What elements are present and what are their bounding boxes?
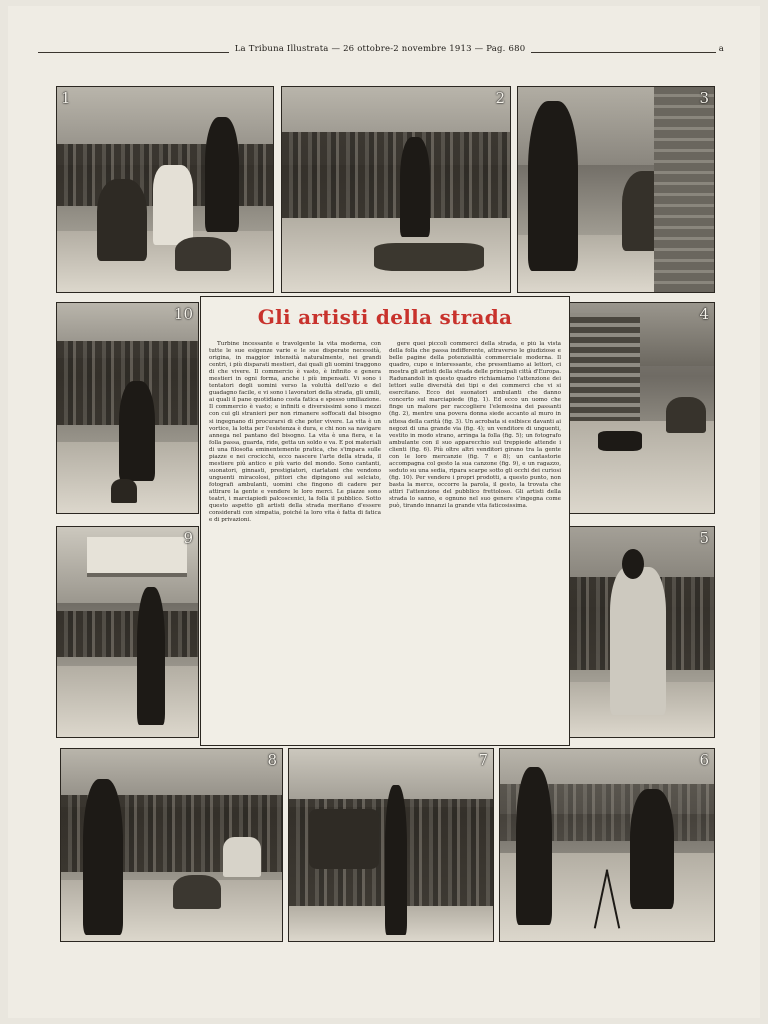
photo-9-street-singer bbox=[56, 526, 199, 738]
photo-6-street-photographer bbox=[499, 748, 715, 942]
photo-3-seated-beggar bbox=[517, 86, 715, 293]
header-text: La Tribuna Illustrata — 26 ottobre-2 novembre 1913 — Pag. 680 bbox=[229, 44, 532, 54]
photo-number: 4 bbox=[699, 305, 709, 323]
photo-number: 3 bbox=[699, 89, 709, 107]
photo-number: 1 bbox=[61, 89, 71, 107]
photo-number: 7 bbox=[478, 751, 488, 769]
article-paragraph: Turbine incessante e travolgente la vita moderna, con tutte le sue esigenze varie e le sue disperate necessità, origina, in maggior intensità naturalmente, nei grandi centri, i più disparati mestieri, dai quali gli uomini traggono di che vivere. Il commercio è vasto, è infinito e genera mestieri in ogni forma, anche i più impensati. Vi sono i tentatori degli uomini verso la voluttà dell'ozio e del guadagno facile, e vi sono i lavoratori della strada, gli umili, ai quali il pane quotidiano costa fatica e spesso umiliazione. Il commercio è vasto; e infiniti e diversissimi sono i mezzi con cui gli stranieri per non rimanere soffocati dal bisogno si ingegnano di procurarsi di che poter vivere. La vita è un vortice, la lotta per l'esistenza è dura, e chi non sa navigare annega nel pantano del bisogno. La vita è una fiera, e la folla passa, guarda, ride, getta un soldo e va. E poi materiali di una filosofia eminentemente pratica, che s'impara sulle piazze e nei crocicchi, ecco nascere l'arte della strada, il mestiere più antico e più vario del mondo. Sono cantanti, suonatori, ginnasti, prestigiatori, ciarlatani che vendono unguenti miracolosi, pittori che dipingono sul selciato, fotografi ambulanti, uomini che fingono di cadere per attirare la gente e vendere le loro merci. Le piazze sono teatri, i marciapiedi palcoscenici, la folla il pubblico. Sotto questo aspetto gli artisti della strada meritano d'essere considerati con simpatia, poiché la loro vita è fatta di fatica e di privazioni. bbox=[209, 341, 381, 524]
photo-2-fallen-man-crowd bbox=[281, 86, 511, 293]
article-paragraph: gere quei piccoli commerci della strada, e più la vista della folla che passa indifferente, attraverso le giudiziose e belle pagine della potenzialità commerciale moderna. Il quadro, cupo e interessante, che presentiamo ai lettori, ci mostra gli artisti della strada delle principali città d'Europa. Radunandoli in questo quadro richiamiamo l'attenzione dei lettori sulle diversità dei tipi e dei commerci che vi si esercitano. Ecco dei suonatori ambulanti che danno concerto sul marciapiede (fig. 1). Ed ecco un uomo che finge un malore per raccogliere l'elemosina dei passanti (fig. 2), mentre una povera donna siede accanto al muro in attesa della carità (fig. 3). Un acrobata si esibisce davanti ai negozi di una grande via (fig. 4); un venditore di unguenti, vestito in modo strano, arringa la folla (fig. 5); un fotografo ambulante con il suo apparecchio sul treppiede attende i clienti (fig. 6). Più oltre altri venditori girano tra la gente con le loro mercanzie (fig. 7 e 8); un cantastorie accompagna col gesto la sua canzone (fig. 9), e un ragazzo, seduto su una sedia, ripara scarpe sotto gli occhi dei curiosi (fig. 10). Per vendere i propri prodotti, a questo punto, non basta la merce, occorre la parola, il gesto, la trovata che attiri l'attenzione del pubblico frettoloso. Gli artisti della strada lo sanno, e ognuno nel suo genere s'ingegna come può, tirando innanzi la grande vita faticosissima. bbox=[389, 341, 561, 510]
photo-number: 6 bbox=[699, 751, 709, 769]
photo-1-street-musicians bbox=[56, 86, 274, 293]
photo-number: 9 bbox=[183, 529, 193, 547]
page-header bbox=[40, 44, 724, 58]
photo-7-cart-crowd bbox=[288, 748, 494, 942]
photo-number: 2 bbox=[495, 89, 505, 107]
header-mark: a bbox=[718, 44, 724, 54]
photo-number: 10 bbox=[173, 305, 193, 323]
photo-number: 5 bbox=[699, 529, 709, 547]
photo-5-robed-vendor bbox=[569, 526, 715, 738]
article-title: Gli artisti della strada bbox=[257, 305, 513, 329]
photo-4-acrobat-storefront bbox=[569, 302, 715, 514]
photo-8-sidewalk-vendors bbox=[60, 748, 283, 942]
article-box bbox=[200, 296, 570, 746]
photo-10-shoe-shiner bbox=[56, 302, 199, 514]
article-column-left bbox=[209, 341, 381, 739]
photo-number: 8 bbox=[267, 751, 277, 769]
article-column-right bbox=[389, 341, 561, 739]
